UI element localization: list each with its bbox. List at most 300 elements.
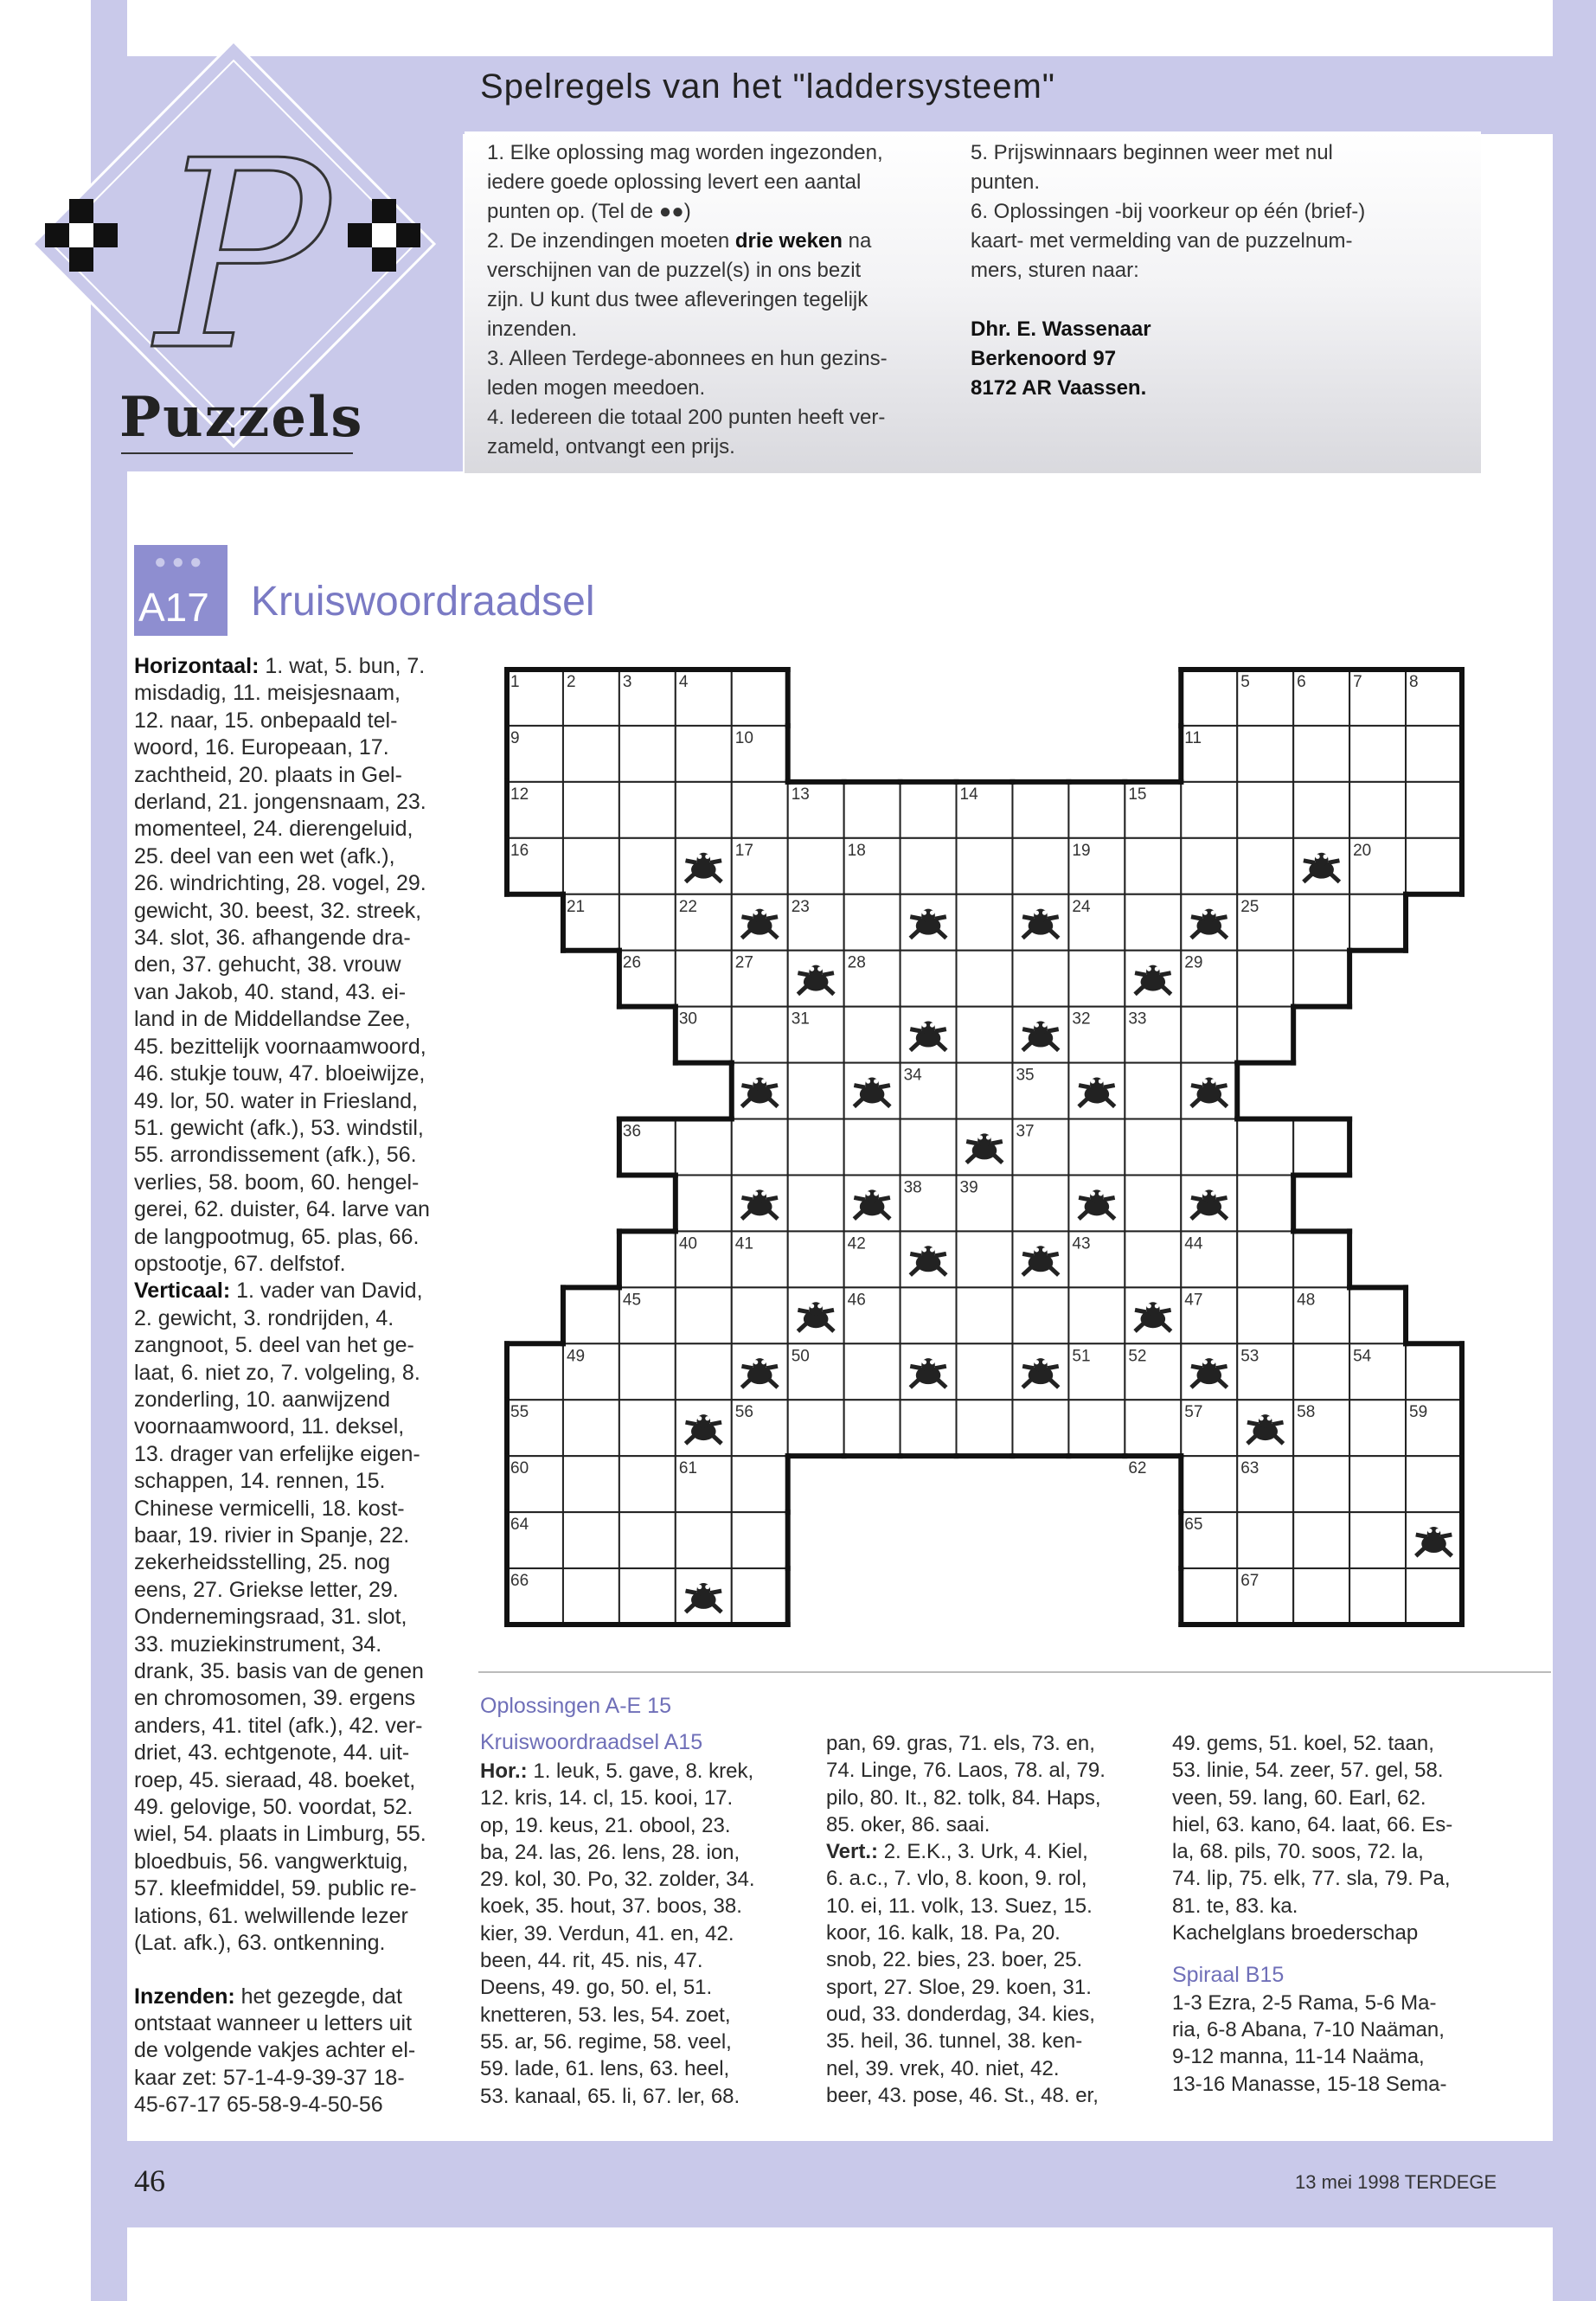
grid-cell[interactable] — [563, 1287, 619, 1343]
text-line: verlies, 58. boom, 60. hengel- — [134, 1170, 420, 1195]
text-line: voornaamwoord, 11. deksel, — [134, 1414, 405, 1439]
grid-cell[interactable] — [732, 670, 788, 726]
cell-number: 6 — [1297, 673, 1306, 691]
text-line: gerei, 62. duister, 64. larve van — [134, 1197, 430, 1222]
text-line: 45. bezittelijk voornaamwoord, — [134, 1034, 426, 1059]
text-line: 1. wat, 5. bun, 7. — [259, 654, 426, 678]
horizontal-clues: Horizontaal: 1. wat, 5. bun, 7. misdadig, 11. meisjesnaam, 12. naar, 15. onbepaald tel- woord, 16. Europeaan, 17. zachtheid, 20. plaats in Gel- derland, 21. jongensnaam, 23. momenteel, 24. dierengeluid, 25. deel van een wet (afk.), 26. windrichting, 28. vogel, 29. gewicht, 30. beest, 32. streek, 34. slot, 36. afhangende dra- den, 37. gehucht, 38. vrouw van Jakob, 40. stand, 43. ei- land in de Middellandse Zee, 45. bezittelijk voornaamwoord, 46. stukje touw, 47. bloeiwijze, 49. lor, 50. water in Friesland, 51. gewicht (afk.), 53. windstil, 55. arrondissement (afk.), 56. verlies, 58. boom, 60. hengel- gerei, 62. duister, 64. larve van de langpootmug, 65. plas, 66. opstootje, 67. delfstof. — [134, 654, 430, 1276]
grid-cell[interactable] — [619, 782, 676, 838]
cell-number: 35 — [1016, 1066, 1035, 1085]
text-line: op, 19. keus, 21. obool, 23. — [480, 1813, 731, 1837]
grid-cell[interactable] — [1349, 1287, 1406, 1343]
page-number: 46 — [134, 2163, 165, 2198]
cell-number: 25 — [1240, 897, 1259, 916]
text-line: lations, 61. welwillende lezer — [134, 1903, 408, 1928]
cell-number: 53 — [1240, 1347, 1259, 1366]
cell-number: 20 — [1353, 841, 1372, 860]
rule-2: 2. De inzendingen moeten drie weken na verschijnen van de puzzel(s) in ons bezit zijn. U kunt dus twee afleveringen tegelijk inzenden. — [487, 229, 872, 341]
grid-cell[interactable] — [619, 1568, 676, 1625]
text-line: 51. gewicht (afk.), 53. windstil, — [134, 1115, 424, 1140]
grid-cell[interactable] — [1406, 1343, 1462, 1400]
grid-cell[interactable] — [1293, 1343, 1349, 1400]
grid-cell[interactable] — [1237, 1231, 1293, 1287]
grid-cell[interactable] — [619, 1343, 676, 1400]
grid-cell[interactable] — [1349, 1400, 1406, 1456]
grid-cell[interactable] — [1125, 1231, 1181, 1287]
grid-cell[interactable] — [732, 1512, 788, 1568]
grid-cell[interactable] — [1406, 1568, 1462, 1625]
grid-cell[interactable] — [957, 1007, 1013, 1063]
grid-cell[interactable] — [901, 838, 957, 894]
text-line: 59. lade, 61. lens, 63. heel, — [480, 2057, 730, 2081]
solutions-title: Oplossingen A-E 15 — [480, 1694, 671, 1718]
grid-cell[interactable] — [1293, 726, 1349, 782]
cell-number: 62 — [1128, 1459, 1147, 1478]
text-line: Kachelglans broederschap — [1172, 1921, 1419, 1945]
grid-cell[interactable] — [1012, 782, 1068, 838]
text-line: zangnoot, 5. deel van het ge- — [134, 1333, 414, 1358]
text-line: land in de Middellandse Zee, — [134, 1007, 411, 1032]
grid-cell[interactable] — [901, 782, 957, 838]
text-line: Chinese vermicelli, 18. kost- — [134, 1496, 405, 1521]
cell-number: 67 — [1240, 1572, 1259, 1591]
text-line: derland, 21. jongensnaam, 23. — [134, 790, 426, 815]
grid-cell[interactable] — [1068, 1119, 1125, 1176]
rule-3: 3. Alleen Terdege-abonnees en hun gezins- leden mogen meedoen. — [487, 347, 888, 400]
cell-number: 39 — [959, 1178, 978, 1197]
clues-column — [134, 653, 445, 2119]
cell-number: 43 — [1072, 1234, 1091, 1253]
text-line: van Jakob, 40. stand, 43. ei- — [134, 979, 407, 1004]
solutions-divider — [478, 1671, 1551, 1673]
text-line: kaar zet: 57-1-4-9-39-37 18- — [134, 2065, 405, 2090]
grid-cell[interactable] — [1012, 838, 1068, 894]
text-line: la, 68. pils, 70. soos, 72. la, — [1172, 1840, 1424, 1864]
text-line: ontstaat wanneer u letters uit — [134, 2010, 413, 2035]
text-line: roep, 45. sieraad, 48. boeket, — [134, 1767, 416, 1792]
grid-cell[interactable] — [732, 1119, 788, 1176]
grid-cell[interactable] — [1068, 782, 1125, 838]
crossword-grid — [504, 667, 1465, 1627]
text-line: ria, 6-8 Abana, 7-10 Naäman, — [1172, 2017, 1445, 2041]
grid-cell[interactable] — [676, 782, 732, 838]
grid-cell[interactable] — [1293, 951, 1349, 1007]
grid-cell[interactable] — [1237, 726, 1293, 782]
text-line: zonderling, 10. aanwijzend — [134, 1387, 391, 1412]
cell-number: 27 — [734, 953, 753, 972]
text-line: en chromosomen, 39. ergens — [134, 1686, 416, 1711]
grid-cell[interactable] — [1068, 1287, 1125, 1343]
text-line: 49. lor, 50. water in Friesland, — [134, 1088, 418, 1113]
cell-number: 51 — [1072, 1347, 1091, 1366]
text-line: laat, 6. niet zo, 7. volgeling, 8. — [134, 1360, 420, 1385]
grid-cell[interactable] — [957, 1400, 1013, 1456]
solutions-subtitle-crossword: Kruiswoordraadsel A15 — [480, 1730, 703, 1754]
grid-cell[interactable] — [563, 1456, 619, 1512]
cell-number: 59 — [1409, 1403, 1428, 1422]
cell-number: 23 — [791, 897, 810, 916]
text-line: 13-16 Manasse, 15-18 Sema- — [1172, 2072, 1447, 2096]
text-line: de langpootmug, 65. plas, 66. — [134, 1224, 420, 1249]
grid-cell[interactable] — [957, 894, 1013, 951]
cell-number: 54 — [1353, 1347, 1372, 1366]
cell-number: 11 — [1184, 728, 1202, 747]
cell-number: 4 — [678, 673, 689, 691]
text-line: knetteren, 53. les, 54. zoet, — [480, 2003, 731, 2027]
grid-cell[interactable] — [676, 1512, 732, 1568]
puzzle-code: A17 — [138, 585, 209, 630]
grid-cell[interactable] — [957, 838, 1013, 894]
text-line: 55. arrondissement (afk.), 56. — [134, 1143, 417, 1168]
text-line: 49. gems, 51. koel, 52. taan, — [1172, 1732, 1434, 1755]
grid-cell[interactable] — [1125, 1400, 1181, 1456]
logo-letter: P — [156, 106, 330, 407]
cell-number: 1 — [510, 673, 520, 691]
text-line: (Lat. afk.), 63. ontkenning. — [134, 1931, 386, 1956]
text-line: 55. ar, 56. regime, 58. veel, — [480, 2029, 732, 2054]
text-line: 34. slot, 36. afhangende dra- — [134, 926, 411, 951]
cell-number: 22 — [678, 897, 697, 916]
cell-number: 10 — [734, 728, 753, 747]
cell-number: 3 — [622, 673, 632, 691]
cell-number: 49 — [566, 1347, 586, 1366]
grid-cell[interactable] — [619, 838, 676, 894]
grid-cell[interactable] — [788, 838, 844, 894]
submit-instructions: Inzenden: het gezegde, dat ontstaat wanneer u letters uit de volgende vakjes achter el- kaar zet: 57-1-4-9-39-37 18- 45-67-17 65-58-9-4-50-56 — [134, 1984, 416, 2118]
text-line: anders, 41. titel (afk.), 42. ver- — [134, 1713, 423, 1738]
solutions-subtitle-spiral: Spiraal B15 — [1172, 1963, 1285, 1988]
grid-cell[interactable] — [1012, 1175, 1068, 1231]
text-line: Hor.: 1. leuk, 5. gave, 8. krek, — [480, 1759, 754, 1783]
cell-number: 13 — [791, 785, 810, 804]
text-line: 2. gewicht, 3. rondrijden, 4. — [134, 1305, 394, 1330]
grid-cell[interactable] — [957, 1287, 1013, 1343]
grid-cell[interactable] — [563, 1512, 619, 1568]
text-line: been, 44. rit, 45. nis, 47. — [480, 1949, 703, 1973]
cell-number: 15 — [1128, 785, 1147, 804]
rules-left-column — [487, 138, 954, 462]
grid-cell[interactable] — [1237, 951, 1293, 1007]
cell-number: 7 — [1353, 673, 1362, 691]
cell-number: 28 — [847, 953, 866, 972]
cell-number: 46 — [847, 1291, 866, 1310]
grid-cell[interactable] — [1237, 1175, 1293, 1231]
grid-cell[interactable] — [1349, 1512, 1406, 1568]
grid-cell[interactable] — [563, 838, 619, 894]
text-line: hiel, 63. kano, 64. laat, 66. Es- — [1172, 1812, 1453, 1836]
text-line: Ondernemingsraad, 31. slot, — [134, 1605, 407, 1630]
grid-cell[interactable] — [788, 1119, 844, 1176]
grid-cell[interactable] — [844, 1119, 901, 1176]
grid-cell[interactable] — [1125, 894, 1181, 951]
cell-number: 41 — [734, 1234, 753, 1253]
cell-number: 45 — [622, 1291, 642, 1310]
text-line: de volgende vakjes achter el- — [134, 2038, 416, 2063]
grid-cell[interactable] — [1349, 782, 1406, 838]
cell-number: 16 — [510, 841, 529, 860]
grid-cell[interactable] — [957, 951, 1013, 1007]
grid-cell[interactable] — [1293, 1119, 1349, 1176]
cell-number: 63 — [1240, 1459, 1259, 1478]
vertical-clues: Verticaal: 1. vader van David, 2. gewicht, 3. rondrijden, 4. zangnoot, 5. deel van het ge- laat, 6. niet zo, 7. volgeling, 8. zonderling, 10. aanwijzend voornaamwoord, 11. deksel, 13. drager van erfelijke eigen- schappen, 14. rennen, 15. Chinese vermicelli, 18. kost- baar, 19. rivier in Spanje, 22. zekerheidsstelling, 25. nog eens, 27. Griekse letter, 29. Ondernemingsraad, 31. slot, 33. muziekinstrument, 34. drank, 35. basis van de genen en chromosomen, 39. ergens anders, 41. titel (afk.), 42. ver- driet, 43. echtgenote, 44. uit- roep, 45. sieraad, 48. boeket, 49. gelovige, 50. voordat, 52. wiel, 54. plaats in Limburg, 55. bloedbuis, 56. vangwerktuig, 57. kleefmiddel, 59. public re- lations, 61. welwillende lezer (Lat. afk.), 63. ontkenning. — [134, 1279, 426, 1956]
grid-cell[interactable] — [676, 1287, 732, 1343]
grid-cell[interactable] — [1293, 1568, 1349, 1625]
grid-cell[interactable] — [1237, 1119, 1293, 1176]
grid-cell[interactable] — [1068, 1400, 1125, 1456]
text-line: 57. kleefmiddel, 59. public re- — [134, 1876, 417, 1901]
text-line: 33. muziekinstrument, 34. — [134, 1631, 382, 1657]
grid-cell[interactable] — [1181, 1568, 1237, 1625]
grid-cell[interactable] — [957, 1063, 1013, 1119]
grid-cell[interactable] — [1237, 838, 1293, 894]
grid-cell[interactable] — [507, 1343, 563, 1400]
grid-cell[interactable] — [788, 1231, 844, 1287]
grid-cell[interactable] — [1012, 1400, 1068, 1456]
text-line: zachtheid, 20. plaats in Gel- — [134, 762, 402, 787]
grid-cell[interactable] — [1125, 838, 1181, 894]
grid-cell[interactable] — [1181, 670, 1237, 726]
cell-number: 38 — [903, 1178, 922, 1197]
cell-number: 44 — [1184, 1234, 1203, 1253]
cell-number: 33 — [1128, 1009, 1147, 1029]
text-line: 26. windrichting, 28. vogel, 29. — [134, 871, 426, 896]
text-line: misdadig, 11. meisjesnaam, — [134, 681, 401, 706]
right-border — [1553, 0, 1596, 2301]
rule-5: 5. Prijswinnaars beginnen weer met nul punten. — [971, 141, 1333, 194]
text-line: 85. oker, 86. saai. — [826, 1812, 990, 1836]
text-line: drank, 35. basis van de genen — [134, 1659, 424, 1684]
grid-cell[interactable] — [844, 894, 901, 951]
grid-cell[interactable] — [619, 894, 676, 951]
grid-cell[interactable] — [1181, 782, 1237, 838]
text-line: eens, 27. Griekse letter, 29. — [134, 1577, 399, 1602]
address: Dhr. E. Wassenaar Berkenoord 97 8172 AR Vaassen. — [971, 317, 1151, 400]
grid-cell[interactable] — [619, 726, 676, 782]
text-line: 13. drager van erfelijke eigen- — [134, 1441, 420, 1466]
grid-cell[interactable] — [732, 1568, 788, 1625]
cell-number: 55 — [510, 1403, 529, 1422]
text-line: opstootje, 67. delfstof. — [134, 1251, 346, 1276]
cell-number: 2 — [566, 673, 576, 691]
cell-number: 14 — [959, 785, 978, 804]
grid-cell[interactable] — [1293, 1231, 1349, 1287]
text-line: bloedbuis, 56. vangwerktuig, — [134, 1849, 408, 1874]
grid-cell[interactable] — [901, 1119, 957, 1176]
cell-number: 40 — [678, 1234, 697, 1253]
grid-cell[interactable] — [676, 1119, 732, 1176]
text-line: driet, 43. echtgenote, 44. uit- — [134, 1740, 410, 1766]
grid-cell[interactable] — [1181, 1007, 1237, 1063]
grid-cell[interactable] — [1181, 838, 1237, 894]
cell-number: 37 — [1016, 1122, 1035, 1141]
grid-cell[interactable] — [1406, 1456, 1462, 1512]
text-line: den, 37. gehucht, 38. vrouw — [134, 952, 401, 977]
text-line: snob, 22. bies, 23. boer, 25. — [826, 1948, 1083, 1972]
cell-number: 30 — [678, 1009, 697, 1029]
grid-cell[interactable] — [676, 726, 732, 782]
grid-cell[interactable] — [563, 726, 619, 782]
grid-cell[interactable] — [844, 1400, 901, 1456]
cell-number: 18 — [847, 841, 866, 860]
grid-cell[interactable] — [788, 1175, 844, 1231]
cell-number: 56 — [734, 1403, 753, 1422]
text-line: Vert.: 2. E.K., 3. Urk, 4. Kiel, — [826, 1840, 1088, 1864]
grid-cell[interactable] — [844, 1007, 901, 1063]
cell-number: 21 — [566, 897, 586, 916]
grid-cell[interactable] — [957, 1231, 1013, 1287]
text-line: 25. deel van een wet (afk.), — [134, 843, 395, 868]
grid-cell[interactable] — [1237, 782, 1293, 838]
grid-cell[interactable] — [563, 782, 619, 838]
grid-cell[interactable] — [1349, 726, 1406, 782]
grid-cell[interactable] — [1012, 951, 1068, 1007]
grid-cell[interactable] — [676, 1343, 732, 1400]
grid-cell[interactable] — [619, 1400, 676, 1456]
grid-cell[interactable] — [788, 1400, 844, 1456]
grid-cell[interactable] — [1293, 1512, 1349, 1568]
text-line: sport, 27. Sloe, 29. koen, 31. — [826, 1975, 1092, 1999]
text-line: 74. lip, 75. elk, 77. sla, 79. Pa, — [1172, 1867, 1451, 1891]
text-line: schappen, 14. rennen, 15. — [134, 1469, 386, 1494]
text-line: 35. heil, 36. tunnel, 38. ken- — [826, 2029, 1083, 2054]
grid-cell[interactable] — [676, 1175, 732, 1231]
grid-cell[interactable] — [1125, 1063, 1181, 1119]
text-line: 29. kol, 30. Po, 32. zolder, 34. — [480, 1868, 755, 1892]
grid-cell[interactable] — [732, 1287, 788, 1343]
cell-number: 48 — [1297, 1291, 1316, 1310]
grid-cell[interactable] — [1068, 951, 1125, 1007]
grid-cell[interactable] — [957, 1343, 1013, 1400]
text-line: kier, 39. Verdun, 41. en, 42. — [480, 1921, 734, 1945]
cell-number: 58 — [1297, 1403, 1316, 1422]
cell-number: 9 — [510, 728, 520, 747]
grid-cell[interactable] — [563, 1400, 619, 1456]
grid-cell[interactable] — [1125, 1119, 1181, 1176]
grid-cell[interactable] — [1293, 1456, 1349, 1512]
grid-cell[interactable] — [619, 1512, 676, 1568]
text-line: 10. ei, 11. volk, 13. Suez, 15. — [826, 1894, 1093, 1918]
text-line: nel, 39. vrek, 40. niet, 42. — [826, 2056, 1060, 2080]
grid-cell[interactable] — [1293, 894, 1349, 951]
cell-number: 50 — [791, 1347, 810, 1366]
grid-cell[interactable] — [844, 782, 901, 838]
cell-number: 36 — [622, 1122, 642, 1141]
grid-cell[interactable] — [619, 1231, 676, 1287]
grid-cell[interactable] — [1237, 1512, 1293, 1568]
difficulty-dots: ●●● — [154, 550, 208, 574]
puzzle-title: Kruiswoordraadsel — [251, 579, 595, 625]
text-line: 12. kris, 14. cl, 15. kooi, 17. — [480, 1786, 734, 1811]
grid-cell[interactable] — [732, 1456, 788, 1512]
grid-cell[interactable] — [901, 951, 957, 1007]
text-line: 45-67-17 65-58-9-4-50-56 — [134, 2093, 383, 2118]
text-line: zekerheidsstelling, 25. nog — [134, 1550, 391, 1575]
footer-date: 13 mei 1998 TERDEGE — [1295, 2171, 1497, 2193]
solutions-column-3 — [1172, 1730, 1518, 2098]
cell-number: 29 — [1184, 953, 1203, 972]
rule-1: 1. Elke oplossing mag worden ingezonden, iedere goede oplossing levert een aantal punten op. (Tel de ●●) — [487, 141, 883, 223]
text-line: veen, 59. lang, 60. Earl, 62. — [1172, 1785, 1426, 1810]
cell-number: 19 — [1072, 841, 1091, 860]
text-line: beer, 43. pose, 46. St., 48. er, — [826, 2083, 1099, 2107]
rule-4: 4. Iedereen die totaal 200 punten heeft ver- zameld, ontvangt een prijs. — [487, 406, 886, 458]
text-line: 9-12 manna, 11-14 Naäma, — [1172, 2045, 1425, 2069]
text-line: pan, 69. gras, 71. els, 73. en, — [826, 1732, 1095, 1755]
grid-cell[interactable] — [1406, 726, 1462, 782]
grid-cell[interactable] — [901, 1400, 957, 1456]
text-line: koek, 35. hout, 37. boos, 38. — [480, 1894, 742, 1919]
cell-number: 60 — [510, 1459, 529, 1478]
rule-6: 6. Oplossingen -bij voorkeur op één (brief-) kaart- met vermelding van de puzzelnum- mers, sturen naar: — [971, 200, 1366, 282]
grid-cell[interactable] — [1125, 1175, 1181, 1231]
grid-cell[interactable] — [732, 782, 788, 838]
text-line: 12. naar, 15. onbepaald tel- — [134, 708, 398, 733]
grid-cell[interactable] — [901, 1287, 957, 1343]
cell-number: 32 — [1072, 1009, 1091, 1029]
text-line: 1-3 Ezra, 2-5 Rama, 5-6 Ma- — [1172, 1990, 1437, 2015]
text-line: koor, 16. kalk, 18. Pa, 20. — [826, 1921, 1061, 1945]
text-line: 46. stukje touw, 47. bloeiwijze, — [134, 1061, 426, 1086]
text-line: wiel, 54. plaats in Limburg, 55. — [134, 1822, 426, 1847]
grid-cell[interactable] — [1181, 1119, 1237, 1176]
grid-cell[interactable] — [1406, 838, 1462, 894]
text-line: het gezegde, dat — [234, 1984, 402, 2009]
text-line: 53. linie, 54. zeer, 57. gel, 58. — [1172, 1759, 1444, 1783]
cell-number: 52 — [1128, 1347, 1147, 1366]
cell-number: 24 — [1072, 897, 1091, 916]
cell-number: 64 — [510, 1516, 529, 1535]
text-line: oud, 33. donderdag, 34. kies, — [826, 2002, 1095, 2026]
grid-cell[interactable] — [844, 1343, 901, 1400]
grid-cell[interactable] — [1349, 1568, 1406, 1625]
text-line: 1. vader van David, — [230, 1279, 423, 1304]
cell-number: 47 — [1184, 1291, 1203, 1310]
text-line: woord, 16. Europeaan, 17. — [134, 735, 389, 760]
solutions-column-1 — [480, 1758, 809, 2110]
grid-cell[interactable] — [1406, 782, 1462, 838]
grid-cell[interactable] — [732, 1007, 788, 1063]
logo-underline — [121, 452, 353, 454]
text-line: 74. Linge, 76. Laos, 78. al, 79. — [826, 1759, 1106, 1783]
cell-number: 65 — [1184, 1516, 1203, 1535]
text-line: 6. a.c., 7. vlo, 8. koon, 9. rol, — [826, 1867, 1087, 1891]
rules-title: Spelregels van het "laddersysteem" — [480, 67, 1055, 106]
cell-number: 12 — [510, 785, 529, 804]
grid-cell[interactable] — [1237, 1007, 1293, 1063]
text-line: ba, 24. las, 26. lens, 28. ion, — [480, 1840, 740, 1864]
grid-cell[interactable] — [1181, 1456, 1237, 1512]
cell-number: 61 — [678, 1459, 697, 1478]
text-line: momenteel, 24. dierengeluid, — [134, 817, 413, 842]
grid-cell[interactable] — [619, 1456, 676, 1512]
cell-number: 66 — [510, 1572, 529, 1591]
grid-cell[interactable] — [788, 1063, 844, 1119]
grid-cell[interactable] — [1349, 1456, 1406, 1512]
grid-cell[interactable] — [563, 1568, 619, 1625]
grid-cell[interactable] — [1237, 1287, 1293, 1343]
grid-cell[interactable] — [1012, 1287, 1068, 1343]
grid-cell[interactable] — [676, 951, 732, 1007]
solutions-column-2 — [826, 1730, 1155, 2109]
text-line: pilo, 80. It., 82. tolk, 84. Haps, — [826, 1785, 1101, 1810]
cell-number: 8 — [1409, 673, 1419, 691]
grid-cell[interactable] — [1349, 894, 1406, 951]
text-line: 81. te, 83. ka. — [1172, 1894, 1298, 1918]
cell-number: 34 — [903, 1066, 922, 1085]
grid-cell[interactable] — [1293, 782, 1349, 838]
text-line: gewicht, 30. beest, 32. streek, — [134, 898, 422, 923]
text-line: 53. kanaal, 65. li, 67. ler, 68. — [480, 2084, 740, 2108]
